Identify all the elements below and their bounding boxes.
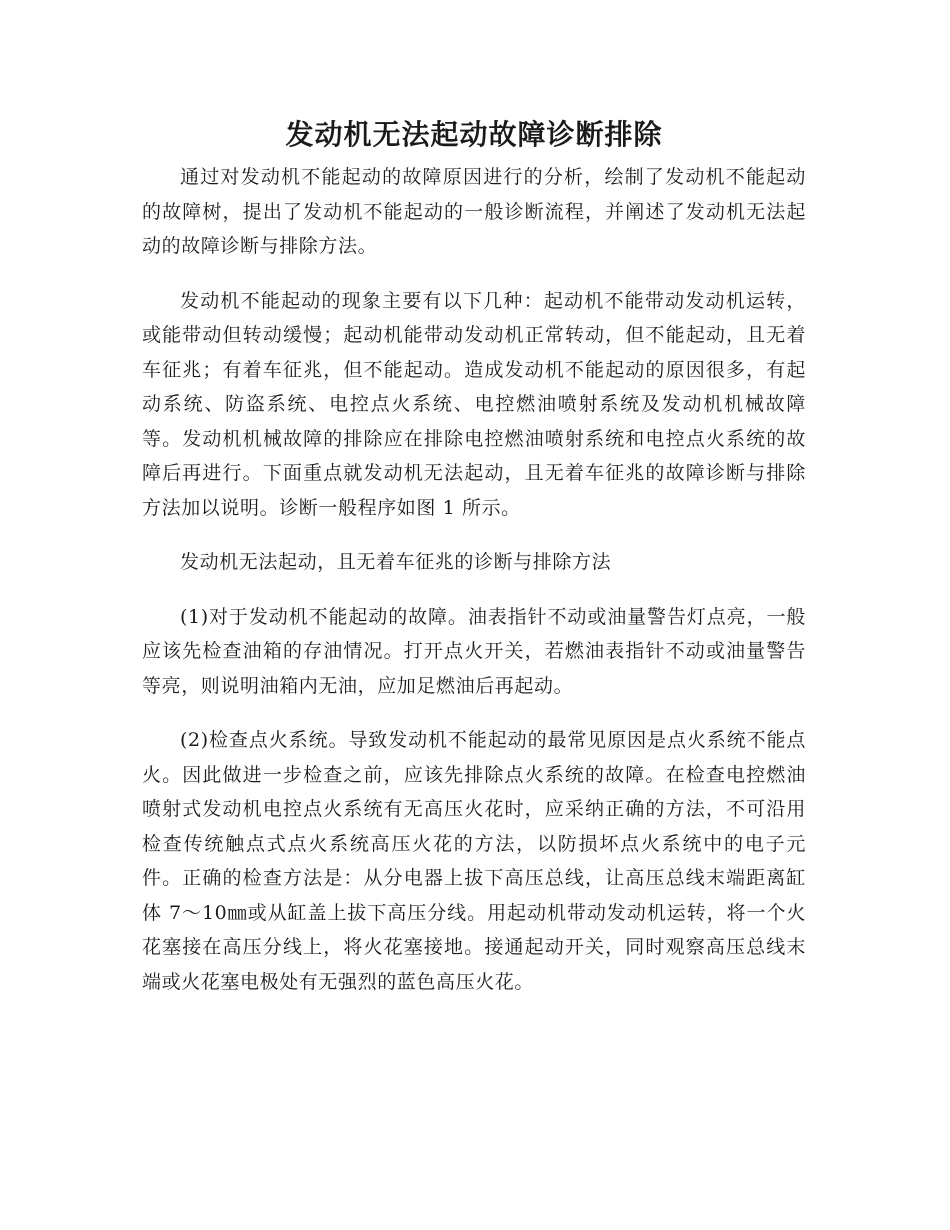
document-body (142, 160, 806, 999)
paragraph-section-heading: 发动机无法起动，且无着车征兆的诊断与排除方法 (180, 551, 612, 573)
paragraph-intro: 通过对发动机不能起动的故障原因进行的分析，绘制了发动机不能起动的故障树，提出了发动机不能起动的一般诊断流程，并阐述了发动机无法起动的故障诊断与排除方法。 (142, 166, 806, 257)
document-page (142, 0, 806, 1019)
paragraph-step-2: (2)检查点火系统。导致发动机不能起动的最常见原因是点火系统不能点火。因此做进一步检查之前，应该先排除点火系统的故障。在检查电控燃油喷射式发动机电控点火系统有无高压火花时，应采纳正确的方法，不可沿用检查传统触点式点火系统高压火花的方法，以防损坏点火系统中的电子元件。正确的检查方法是：从分电器上拔下高压总线，让高压总线末端距离缸体 7～10㎜或从缸盖上拔下高压分线。用起动机带动发动机运转，将一个火花塞接在高压分线上，将火花塞接地。接通起动开关，同时观察高压总线末端或火花塞电极处有无强烈的蓝色高压火花。 (142, 729, 806, 993)
paragraph-symptoms: 发动机不能起动的现象主要有以下几种：起动机不能带动发动机运转，或能带动但转动缓慢；起动机能带动发动机正常转动，但不能起动，且无着车征兆；有着车征兆，但不能起动。造成发动机不能起动的原因很多，有起动系统、防盗系统、电控点火系统、电控燃油喷射系统及发动机机械故障等。发动机机械故障的排除应在排除电控燃油喷射系统和电控点火系统的故障后再进行。下面重点就发动机无法起动，且无着车征兆的故障诊断与排除方法加以说明。诊断一般程序如图 1 所示。 (142, 289, 806, 519)
paragraph-step-1: (1)对于发动机不能起动的故障。油表指针不动或油量警告灯点亮，一般应该先检查油箱的存油情况。打开点火开关，若燃油表指针不动或油量警告等亮，则说明油箱内无油，应加足燃油后再起动。 (142, 605, 806, 697)
document-title: 发动机无法起动故障诊断排除 (285, 118, 663, 151)
